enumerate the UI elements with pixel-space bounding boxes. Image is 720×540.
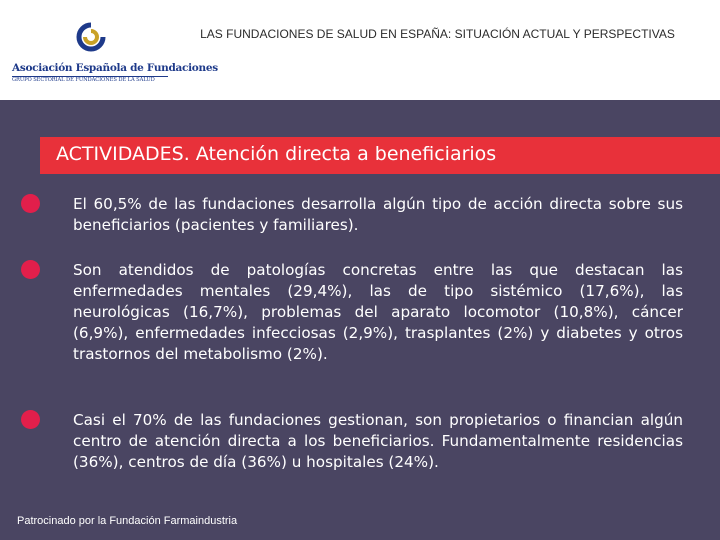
section-title: ACTIVIDADES. Atención directa a beneficiarios: [56, 143, 497, 165]
logo-subtitle: GRUPO SECTORIAL DE FUNDACIONES DE LA SALUD: [12, 77, 155, 83]
logo-name: Asociación Española de Fundaciones: [12, 62, 218, 74]
list-item: El 60,5% de las fundaciones desarrolla algún tipo de acción directa sobre sus beneficiarios (pacientes y familiares).: [73, 195, 683, 234]
bullet-icon: [21, 194, 40, 213]
list-item: Casi el 70% de las fundaciones gestionan, son propietarios o financian algún centro de atención directa a los beneficiarios. Fundamentalmente residencias (36%), centros de día (36%) u hospitales (24%).: [73, 411, 683, 471]
list-item: Son atendidos de patologías concretas entre las que destacan las enfermedades mentales (29,4%), las de tipo sistémico (17,6%), las neurológicas (16,7%), problemas del aparato locomotor (10,8%), cáncer (6,9%), enfermedades infecciosas (2,9%), trasplantes (2%) y diabetes y otros trastornos del metabolismo (2%).: [73, 261, 683, 363]
section-title-bar: [40, 137, 720, 174]
header: [0, 0, 720, 100]
bullet-icon: [21, 410, 40, 429]
page-header-title: LAS FUNDACIONES DE SALUD EN ESPAÑA: SITUACIÓN ACTUAL Y PERSPECTIVAS: [200, 27, 675, 41]
footer-sponsor: Patrocinado por la Fundación Farmaindustria: [17, 515, 238, 527]
aef-logo: [10, 18, 218, 84]
bullet-icon: [21, 260, 40, 279]
aef-emblem-icon: [76, 22, 106, 52]
